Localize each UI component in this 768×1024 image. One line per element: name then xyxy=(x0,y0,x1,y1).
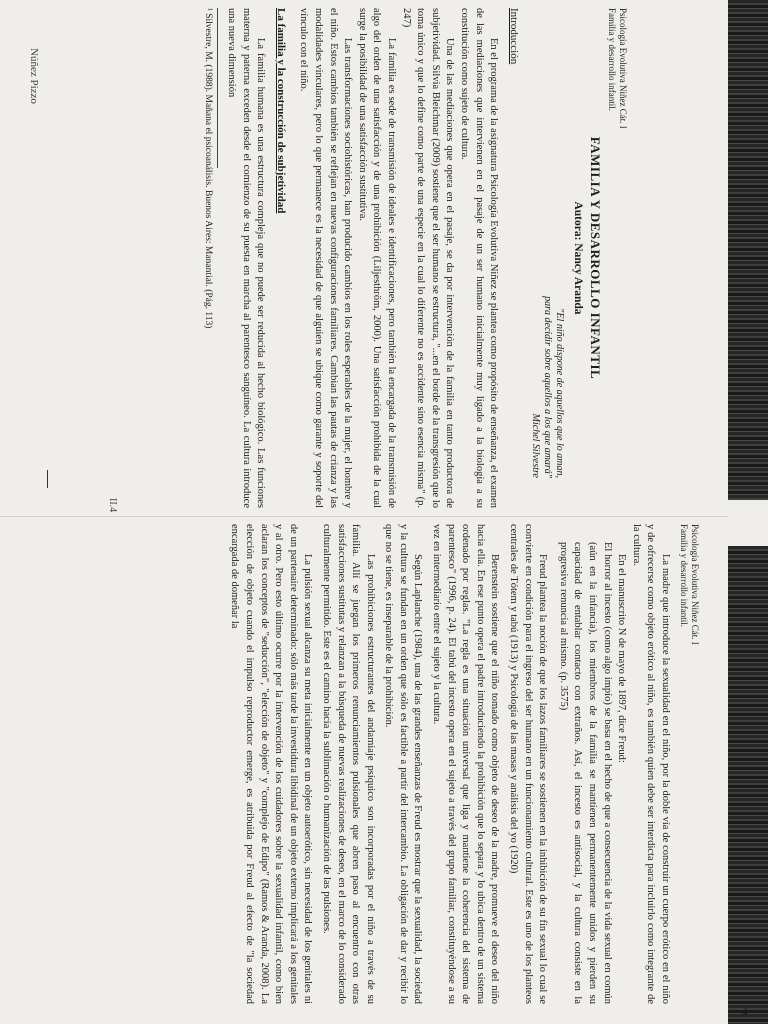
paragraph-1: La madre que introduce la sexualidad en el niño, por la doble vía de construir un cuerpo erótico en el niño y de ofrecerse como objeto erótico al niño, es también quien debe ser interdicta para incluirlo como integrante de la cultura. xyxy=(630,524,671,1004)
epigraph-author: Michel Silvestre xyxy=(529,413,541,478)
left-page xyxy=(28,8,628,508)
intro-paragraph-3: La familia es sede de transmisión de ideales e identificaciones, pero también la encargada de la transmisión de algo del orden de una satisfacción y de una prohibición (Liljesthröm, 2000). Una satisfacción prohibida de la cual surge la posibilidad de una satisfacción sustitutiva. xyxy=(356,8,398,508)
section-heading-intro: Introducción xyxy=(507,8,520,65)
document-title: FAMILIA Y DESARROLLO INFANTIL xyxy=(588,136,603,380)
paragraph-5: Según Laplanche (1984), una de las grandes enseñanzas de Freud es mostrar que la sexualidad, la sociedad y la cultura se fundan en un orden que sólo es factible a partir del intercambio. La obligación de dar y recibir lo que no se tiene, es inseparable de la prohibición. xyxy=(383,524,424,1004)
header-line-1: Psicología Evolutiva Niñez Cát. I xyxy=(618,8,628,129)
family-paragraph-1: La familia humana es una estructura compleja que no puede ser reducida al hecho biológico. Las funciones materna y paterna exceden desde el comienzo de su puesta en marcha al parentesco sanguíneo. La cultura introduce una nueva dimensión xyxy=(226,8,267,508)
intro-paragraph-1: En el programa de la asignatura Psicología Evolutiva Niñez se plantea como propósito de enseñanza, el examen de las mediaciones que intervienen en el pasaje de un ser humano inicialmente muy ligado a la biología a su constitución como sujeto de cultura. xyxy=(459,8,500,508)
paragraph-7: La pulsión sexual alcanza su meta inicialmente en un objeto autoerótico, sin necesidad de los genitales ni de un partenaire determinado: sólo más tarde la investidura libidinal de un objeto externo implicará a los genitales y al otro. Pero esto último ocurre por la intervención de los cuidadores sobre la sexualidad infantil, como bien aclaran los conceptos de "seducción", "elección de objeto" y "complejo de Edipo" (Ramos & Aranda, 2008). La elección de objeto cuando el impulso reproductor emerge, es atribuida por Freud al efecto de "la sociedad encargada de domeñar la xyxy=(229,524,314,1004)
paragraph-6: Las prohibiciones estructurantes del andamiaje psíquico son incorporadas por el niño a través de su familia. Allí se juegan los primeros renunciamientos pulsionales que abren paso al encuentro con otras satisfacciones sustitutas y relanzan a la búsqueda de nuevas realizaciones de deseo, en el marco de lo considerado culturalmente permitido. Este es el camino hacia la sublimación o humanización de las pulsiones. xyxy=(320,524,376,1004)
header-line-2: Familia y desarrollo infantil. xyxy=(607,8,617,111)
freud-quote: El horror al incesto (como algo impío) se basa en el hecho de que a consecuencia de la vida sexual en común (aún en la infancia), los miembros de la familia se mantienen permanentemente unidos y pierden su capacidad de entablar contacto con extraños. Así, el incesto es antisocial, y la cultura consiste en la progresiva renuncia al mismo. (p. 3575) xyxy=(557,542,613,1004)
paragraph-2: En el manuscrito N de mayo de 1897, dice Freud: xyxy=(616,554,628,763)
scan-edge-top xyxy=(728,0,768,500)
footnote-rule xyxy=(217,8,218,168)
page-number: 4 xyxy=(742,1006,748,1018)
right-page xyxy=(50,524,700,1004)
epigraph-line-2: para decidir sobre aquellos a los que amará" xyxy=(541,296,553,478)
intro-paragraph-2: Una de las mediaciones que opera en el pasaje, se da por intervención de la familia en tanto productora de subjetividad. Silvia Bleichmar (2009) sostiene que el ser humano se estructura, "...en el borde de la transgresión que lo toma único y que lo define como parte de una especie en la cual lo diferente no es accidente sino esencia misma" (p. 247) xyxy=(400,8,456,508)
section-heading-family: La familia y la construcción de subjetividad xyxy=(274,8,287,214)
header-line-1: Psicología Evolutiva Niñez Cát. I xyxy=(690,524,700,645)
document-author: Autora: Nancy Aranda xyxy=(572,201,585,315)
paragraph-4: Berenstein sostiene que el niño tomado como objeto de deseo de la madre, promueve el deseo del niño hacia ella. En ese punto opera el padre introduciendo la prohibición que lo separa y lo ubica dentro de un sistema ordenado por reglas. "La regla es una situación universal que liga y mantiene la coherencia del sistema de parentesco" (1996, p. 24). El tabú del incesto opera en el sujeto a través del grupo familiar, constituyéndose a su vez en intermediario entre el sujeto y la cultura. xyxy=(431,524,501,1004)
page-code: II.4 xyxy=(107,498,118,513)
intro-paragraph-4: Las transformaciones sociohistóricas, han producido cambios en los roles esperables de la mujer, el hombre y el niño. Estos cambios también se reflejan en nuevas configuraciones familiares. Cambian las pautas de crianza y las modalidades vinculares, pero lo que permanece es la necesidad de que alguien se ubique como garante y soporte del vínculo con el niño. xyxy=(298,8,354,508)
scan-edge-bottom xyxy=(728,546,768,1024)
footnote: ¹ Silvestre, M. (1988). Mañana el psicoanálisis. Buenos Aires: Manantial. (Pág. 113) xyxy=(202,8,213,329)
paragraph-3: Freud plantea la noción de que los lazos familiares se sostienen en la inhibición de su fin sexual lo cual se convierte en condición para el ingreso del ser humano en un funcionamiento cultural. Este es uno de los planteos centrales de Tótem y tabú (1913) y Psicología de las masas y análisis del yo (1920) xyxy=(508,524,549,1004)
side-name: Núñez Pizzo xyxy=(28,48,40,104)
page-divider xyxy=(0,516,728,517)
epigraph-line-1: "El niño dispone de aquellos que lo aman, xyxy=(553,308,565,478)
header-line-2: Familia y desarrollo infantil. xyxy=(679,524,689,627)
